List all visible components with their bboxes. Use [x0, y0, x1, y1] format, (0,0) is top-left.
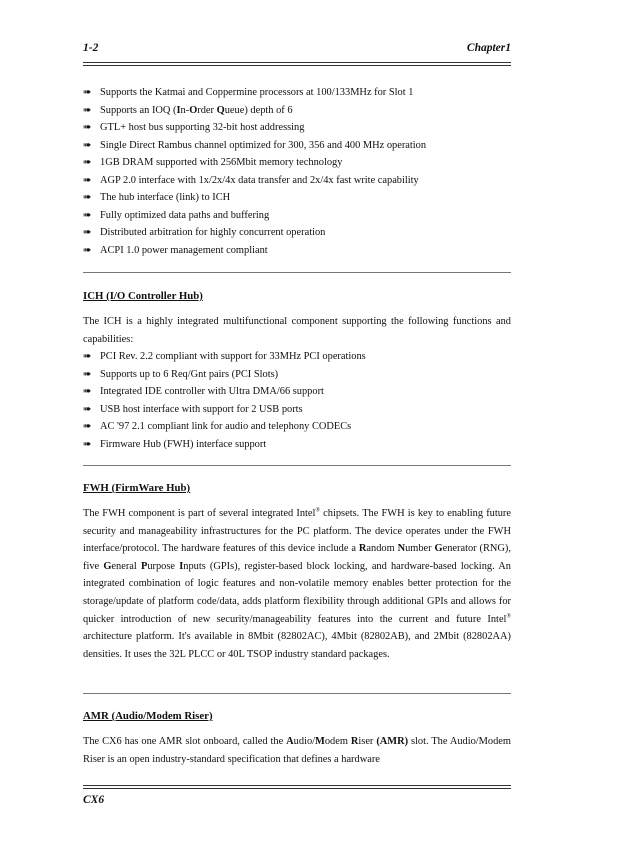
arrow-bullet-icon: ➠: [83, 438, 92, 450]
arrow-bullet-icon: ➠: [83, 104, 92, 116]
arrow-bullet-icon: ➠: [83, 87, 92, 98]
arrow-bullet-icon: ➠: [83, 122, 92, 133]
list-item: ➠ Distributed arbitration for highly concurrent operation: [83, 224, 511, 242]
arrow-bullet-icon: ➠: [83, 403, 92, 415]
list-item: ➠ Supports up to 6 Req/Gnt pairs (PCI Slots): [83, 366, 511, 384]
arrow-bullet-icon: ➠: [83, 386, 92, 397]
arrow-bullet-icon: ➠: [83, 368, 92, 380]
list-item: ➠ Supports the Katmai and Coppermine processors at 100/133MHz for Slot 1: [83, 84, 511, 102]
footer-rule: [83, 785, 511, 789]
list-item: ➠ Firmware Hub (FWH) interface support: [83, 436, 511, 454]
arrow-bullet-icon: ➠: [83, 421, 92, 432]
arrow-bullet-icon: ➠: [83, 139, 92, 151]
section-divider: [83, 272, 511, 273]
arrow-bullet-icon: ➠: [83, 351, 92, 362]
list-item: ➠ AGP 2.0 interface with 1x/2x/4x data transfer and 2x/4x fast write capability: [83, 172, 511, 190]
amr-paragraph: The CX6 has one AMR slot onboard, called the Audio/Modem Riser (AMR) slot. The Audio/Modem Riser is an open industry-standard specification that defines a hardware: [83, 736, 512, 765]
list-item: ➠ 1GB DRAM supported with 256Mbit memory technology: [83, 154, 511, 172]
amr-section-title: AMR (Audio/Modem Riser): [83, 710, 213, 722]
chapter-label: Chapter1: [466, 42, 511, 54]
list-item: ➠ The hub interface (link) to ICH: [83, 189, 511, 207]
header-rule: [83, 62, 511, 66]
list-item: ➠ GTL+ host bus supporting 32-bit host addressing: [83, 119, 511, 137]
arrow-bullet-icon: ➠: [83, 244, 92, 256]
arrow-bullet-icon: ➠: [83, 157, 92, 168]
section-divider: [83, 465, 511, 466]
ich-section-title: ICH (I/O Controller Hub): [83, 290, 203, 302]
arrow-bullet-icon: ➠: [83, 209, 92, 221]
arrow-bullet-icon: ➠: [83, 192, 92, 203]
arrow-bullet-icon: ➠: [83, 227, 92, 238]
ich-feature-list: [83, 348, 511, 453]
list-item: ➠ Supports an IOQ (In-Order Queue) depth of 6: [83, 102, 511, 120]
mch-feature-list: [83, 84, 511, 259]
section-divider: [83, 693, 511, 694]
model-name: CX6: [83, 794, 105, 806]
list-item: ➠ Integrated IDE controller with Ultra DMA/66 support: [83, 383, 511, 401]
ich-intro-paragraph: The ICH is a highly integrated multifunctional component supporting the following functions and capabilities:: [83, 316, 511, 345]
page-header: [83, 42, 511, 60]
list-item: ➠ ACPI 1.0 power management compliant: [83, 242, 511, 260]
fwh-section-title: FWH (FirmWare Hub): [83, 482, 191, 494]
fwh-paragraph: The FWH component is part of several integrated Intel® chipsets. The FWH is key to enabling future security and manageability infrastructures for the PC platform. The device operates under the FWH interface/protocol. The hardware features of this device include a Random Number Generator (RNG), five General Purpose Inputs (GPIs), register-based block locking, and hardware-based locking. An integrated combination of logic features and non-volatile memory enables better protection for the storage/update of platform code/data, adds platform flexibility through additional GPIs and allows for quicker introduction of new security/manageability features into the current and future Intel® architecture platform. It's available in 8Mbit (82802AC), 4Mbit (82802AB), and 2Mbit (82802AA) densities. It uses the 32L PLCC or 40L TSOP industry standard packages.: [83, 507, 511, 660]
list-item: ➠ Single Direct Rambus channel optimized for 300, 356 and 400 MHz operation: [83, 137, 511, 155]
page-number: 1-2: [83, 42, 99, 54]
list-item: ➠ PCI Rev. 2.2 compliant with support for 33MHz PCI operations: [83, 348, 511, 366]
list-item: ➠ USB host interface with support for 2 USB ports: [83, 401, 511, 419]
list-item: ➠ AC '97 2.1 compliant link for audio and telephony CODECs: [83, 418, 511, 436]
arrow-bullet-icon: ➠: [83, 174, 92, 186]
list-item: ➠ Fully optimized data paths and buffering: [83, 207, 511, 225]
